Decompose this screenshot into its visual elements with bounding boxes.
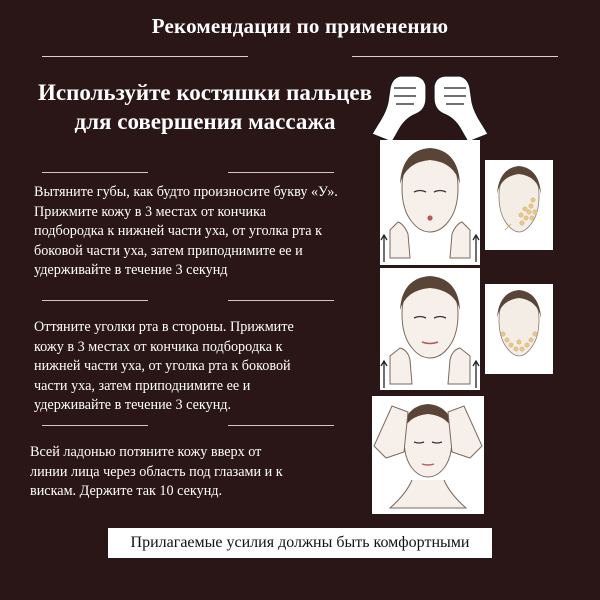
step-1-line: подбородка к нижней части уха, от уголка рта к (34, 223, 322, 239)
step-1-line: Прижмите кожу в 3 местах от кончика (34, 203, 267, 220)
step-2-line: части уха, затем приподнимите ее и (34, 377, 251, 394)
step-3-divider-left (42, 425, 148, 426)
headline-line-2: для совершения массажа (74, 109, 336, 134)
step-2-divider-left (42, 300, 148, 301)
face-points-diagram-1 (485, 160, 553, 250)
step-3-divider-right (228, 425, 334, 426)
step-1-divider-right (228, 172, 334, 173)
step-1-line: Вытяните губы, как будто произносите букву «У». (34, 184, 338, 200)
step-2-text (34, 318, 384, 416)
face-massage-illustration-2 (380, 268, 480, 390)
step-2-divider-right (228, 300, 334, 301)
title-divider-left (42, 56, 248, 57)
step-3-line: Всей ладонью потяните кожу вверх от (30, 444, 262, 460)
face-massage-illustration-1 (380, 140, 480, 265)
step-3-line: линии лица через область под глазами и к (30, 463, 283, 480)
step-3-text (30, 443, 360, 502)
headline (20, 78, 390, 136)
step-2-line: кожу в 3 местах от кончика подбородка к (34, 338, 283, 355)
step-2-line: нижней части уха, от уголка рта к боковой (34, 358, 291, 374)
title-divider-right (352, 56, 558, 57)
fists-icon (370, 70, 490, 142)
face-points-diagram-2 (485, 284, 553, 374)
face-massage-illustration-3 (372, 396, 484, 514)
step-2-line: Оттяните уголки рта в стороны. Прижмите (34, 319, 294, 335)
headline-line-1: Используйте костяшки пальцев (37, 80, 373, 105)
step-1-line: боковой части уха, затем приподнимите ее и (34, 242, 303, 259)
step-1-text (34, 183, 384, 281)
comfort-note: Прилагаемые усилия должны быть комфортными (108, 528, 492, 558)
step-1-line: удерживайте в течение 3 секунд (34, 262, 228, 278)
step-1-divider-left (42, 172, 148, 173)
page-title: Рекомендации по применению (151, 14, 449, 38)
step-2-line: удерживайте в течение 3 секунд. (34, 397, 232, 413)
step-3-line: вискам. Держите так 10 секунд. (30, 483, 223, 499)
